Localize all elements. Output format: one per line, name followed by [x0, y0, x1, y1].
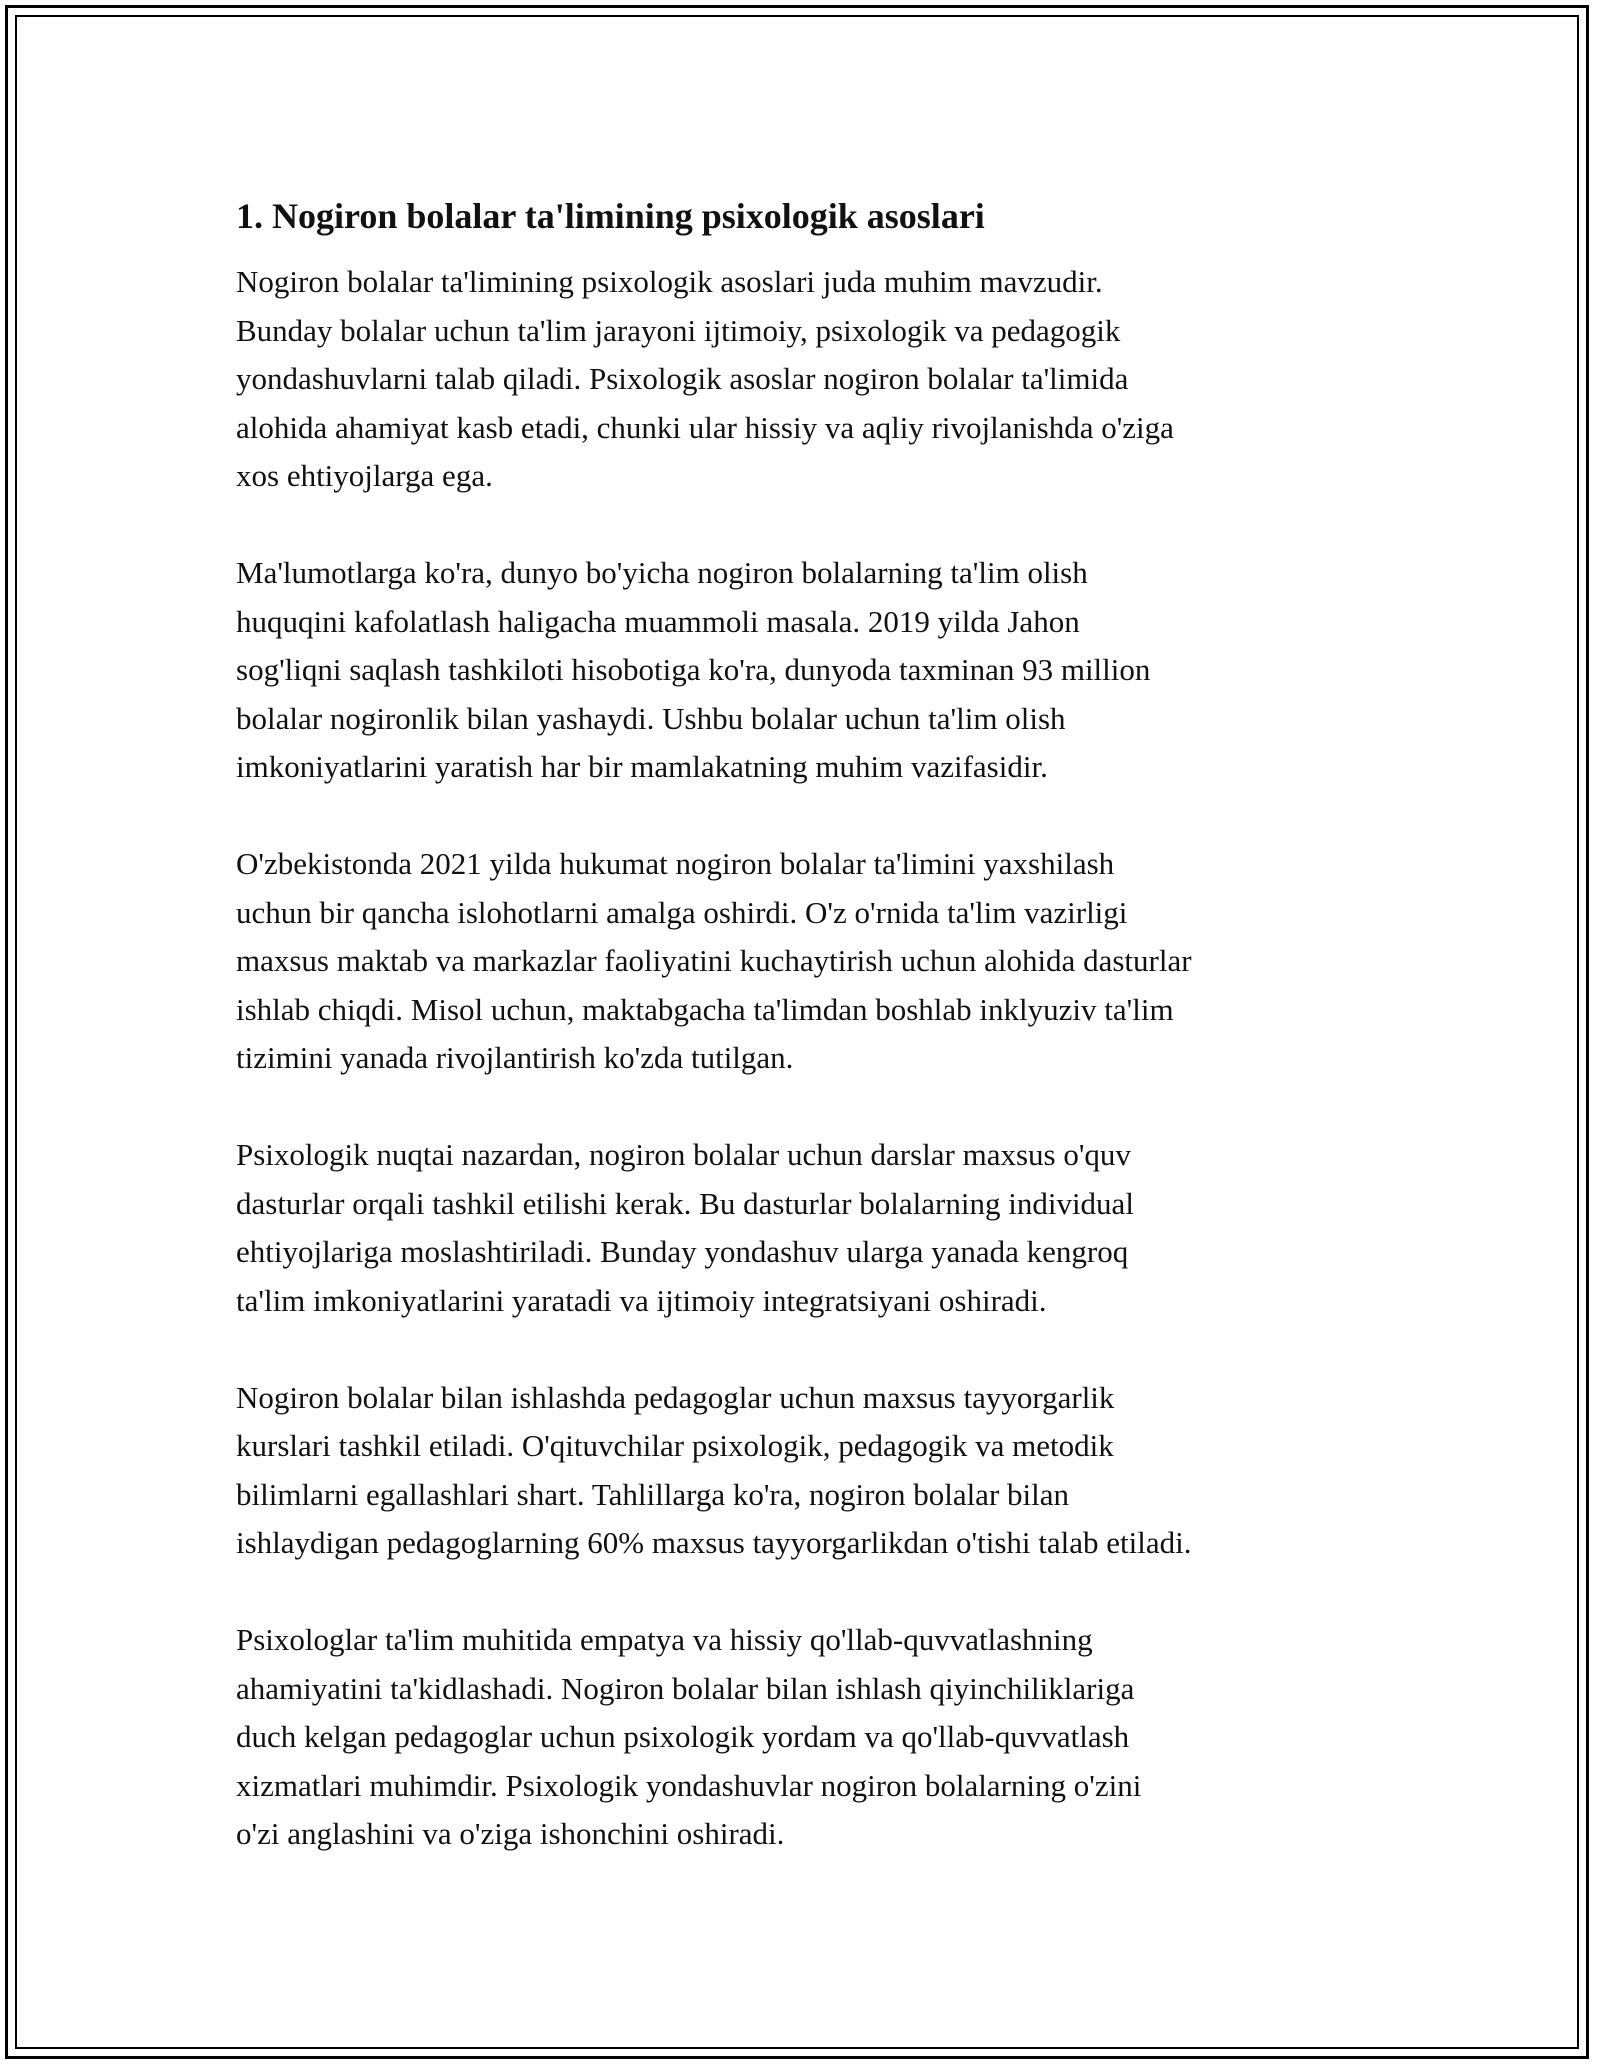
- text-line: bilimlarni egallashlari shart. Tahlillarga ko'ra, nogiron bolalar bilan: [236, 1476, 1070, 1512]
- text-line: Nogiron bolalar bilan ishlashda pedagoglar uchun maxsus tayyorgarlik: [236, 1379, 1115, 1415]
- text-line: huquqini kafolatlash haligacha muammoli masala. 2019 yilda Jahon: [236, 603, 1080, 639]
- text-line: tizimini yanada rivojlantirish ko'zda tutilgan.: [236, 1040, 794, 1075]
- paragraph-2: [236, 549, 1386, 792]
- paragraph-5: [236, 1374, 1386, 1568]
- text-line: o'zi anglashini va o'ziga ishonchini oshiradi.: [236, 1816, 785, 1851]
- text-line: Nogiron bolalar ta'limining psixologik asoslari juda muhim mavzudir.: [236, 264, 1103, 299]
- text-line: ishlab chiqdi. Misol uchun, maktabgacha ta'limdan boshlab inklyuziv ta'lim: [236, 991, 1174, 1027]
- text-line: Bunday bolalar uchun ta'lim jarayoni ijtimoiy, psixologik va pedagogik: [236, 312, 1121, 348]
- text-line: maxsus maktab va markazlar faoliyatini kuchaytirish uchun alohida dasturlar: [236, 943, 1192, 978]
- paragraph-6: [236, 1616, 1386, 1859]
- text-line: ishlaydigan pedagoglarning 60% maxsus tayyorgarlikdan o'tishi talab etiladi.: [236, 1525, 1192, 1560]
- text-line: dasturlar orqali tashkil etilishi kerak. Bu dasturlar bolalarning individual: [236, 1185, 1134, 1221]
- text-line: ta'lim imkoniyatlarini yaratadi va ijtimoiy integratsiyani oshiradi.: [236, 1282, 1047, 1318]
- page-title: 1. Nogiron bolalar ta'limining psixologik asoslari: [236, 196, 985, 236]
- text-line: imkoniyatlarini yaratish har bir mamlakatning muhim vazifasidir.: [236, 749, 1048, 784]
- text-line: ehtiyojlariga moslashtiriladi. Bunday yondashuv ularga yanada kengroq: [236, 1234, 1129, 1269]
- document-body: [236, 188, 1386, 1907]
- text-line: O'zbekistonda 2021 yilda hukumat nogiron bolalar ta'limini yaxshilash: [236, 846, 1115, 881]
- text-line: uchun bir qancha islohotlarni amalga oshirdi. O'z o'rnida ta'lim vazirligi: [236, 894, 1128, 930]
- text-line: sog'liqni saqlash tashkiloti hisobotiga ko'ra, dunyoda taxminan 93 million: [236, 652, 1151, 687]
- paragraph-1: [236, 258, 1386, 501]
- text-line: alohida ahamiyat kasb etadi, chunki ular hissiy va aqliy rivojlanishda o'ziga: [236, 409, 1174, 445]
- text-line: xizmatlari muhimdir. Psixologik yondashuvlar nogiron bolalarning o'zini: [236, 1767, 1142, 1803]
- text-line: ahamiyatini ta'kidlashadi. Nogiron bolalar bilan ishlash qiyinchiliklariga: [236, 1670, 1135, 1706]
- text-line: Ma'lumotlarga ko'ra, dunyo bo'yicha nogiron bolalarning ta'lim olish: [236, 555, 1088, 590]
- text-line: bolalar nogironlik bilan yashaydi. Ushbu bolalar uchun ta'lim olish: [236, 700, 1066, 736]
- text-line: Psixologik nuqtai nazardan, nogiron bolalar uchun darslar maxsus o'quv: [236, 1137, 1131, 1172]
- text-line: xos ehtiyojlarga ega.: [236, 458, 493, 493]
- text-line: kurslari tashkil etiladi. O'qituvchilar psixologik, pedagogik va metodik: [236, 1428, 1114, 1463]
- text-line: duch kelgan pedagoglar uchun psixologik yordam va qo'llab-quvvatlash: [236, 1719, 1130, 1754]
- paragraph-3: [236, 840, 1386, 1083]
- paragraph-4: [236, 1131, 1386, 1325]
- text-line: yondashuvlarni talab qiladi. Psixologik asoslar nogiron bolalar ta'limida: [236, 361, 1129, 396]
- text-line: Psixologlar ta'lim muhitida empatya va hissiy qo'llab-quvvatlashning: [236, 1622, 1093, 1657]
